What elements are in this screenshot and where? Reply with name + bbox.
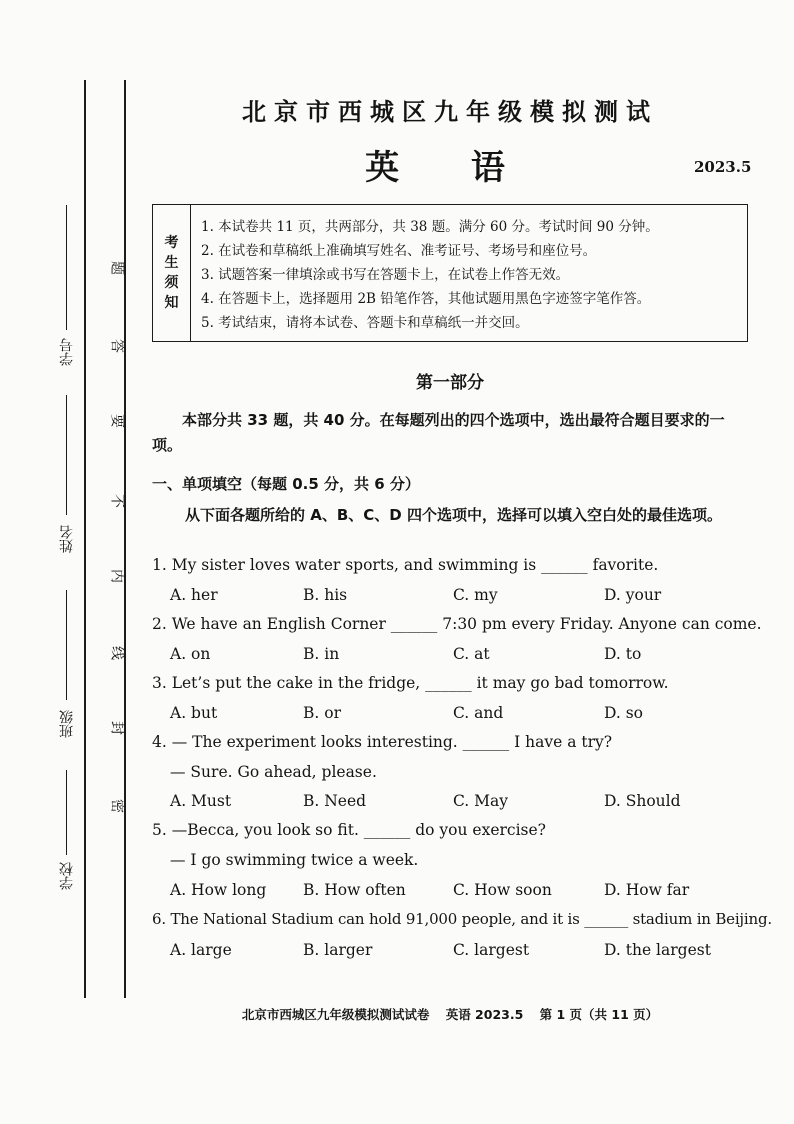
notice-item: 2. 在试卷和草稿纸上准确填写姓名、准考证号、考场号和座位号。: [201, 243, 597, 259]
seal-char-bu: 不: [111, 492, 125, 508]
notice-heading: [153, 205, 191, 341]
question-6-option-c: C. largest: [453, 941, 530, 959]
question-4-option-c: C. May: [453, 792, 509, 810]
seal-char-ti: 题: [111, 259, 125, 275]
seal-char-nei: 内: [111, 567, 125, 583]
question-3-option-c: C. and: [453, 704, 504, 722]
question-4-stem: 4. — The experiment looks interesting. ______ I have a try?: [152, 733, 613, 751]
section-instruction: 从下面各题所给的 A、B、C、D 四个选项中，选择可以填入空白处的最佳选项。: [185, 506, 722, 524]
question-6-option-d: D. the largest: [604, 941, 711, 959]
question-6-option-b: B. larger: [303, 941, 373, 959]
question-6-option-a: A. large: [170, 941, 232, 959]
part-intro: 本部分共 33 题，共 40 分。在每题列出的四个选项中，选出最符合题目要求的一项。: [152, 411, 725, 454]
class-label: 班级: [59, 710, 75, 738]
seal-char-xian: 线: [111, 644, 125, 660]
notice-heading-char: 考: [164, 235, 179, 251]
question-5-reply: — I go swimming twice a week.: [170, 851, 419, 869]
notice-item: 3. 试题答案一律填涂或书写在答题卡上，在试卷上作答无效。: [201, 267, 570, 283]
binding-outer-line: [84, 80, 86, 998]
question-5-option-b: B. How often: [303, 881, 406, 899]
subject-title: 英 语: [365, 148, 535, 188]
notice-heading-char: 生: [164, 255, 179, 271]
question-4-reply: — Sure. Go ahead, please.: [170, 763, 377, 781]
footer-page-number: 第 1 页（共 11 页）: [539, 1007, 659, 1022]
name-underline: [66, 395, 67, 515]
question-3-option-b: B. or: [303, 704, 341, 722]
question-2-option-d: D. to: [604, 645, 642, 663]
notice-heading-char: 须: [164, 275, 179, 291]
question-4-option-d: D. Should: [604, 792, 681, 810]
question-1-option-d: D. your: [604, 586, 662, 604]
question-5-stem: 5. —Becca, you look so fit. ______ do you exercise?: [152, 821, 546, 839]
question-2-option-c: C. at: [453, 645, 490, 663]
part-title: 第一部分: [416, 373, 484, 393]
question-1-stem: 1. My sister loves water sports, and swimming is ______ favorite.: [152, 556, 659, 574]
footer-exam-name: 北京市西城区九年级模拟测试试卷: [241, 1007, 430, 1022]
question-5-option-a: A. How long: [170, 881, 267, 899]
page-footer: [150, 1005, 750, 1023]
section-title: 一、单项填空（每题 0.5 分，共 6 分）: [152, 475, 420, 493]
question-2-stem: 2. We have an English Corner ______ 7:30 pm every Friday. Anyone can come.: [152, 615, 762, 633]
question-4-option-b: B. Need: [303, 792, 367, 810]
question-2-option-b: B. in: [303, 645, 340, 663]
question-6-stem: 6. The National Stadium can hold 91,000 people, and it is ______ stadium in Beijing.: [152, 910, 772, 928]
notice-item: 5. 考试结束，请将本试卷、答题卡和草稿纸一并交回。: [201, 315, 529, 331]
question-3-stem: 3. Let’s put the cake in the fridge, ______ it may go bad tomorrow.: [152, 674, 669, 692]
exam-title: 北京市西城区九年级模拟测试: [242, 97, 658, 126]
candidate-notice-box: [152, 204, 748, 342]
name-label: 姓名: [59, 525, 75, 553]
notice-list: [201, 215, 659, 335]
seal-char-mi: 密: [111, 797, 125, 813]
binding-inner-line: [124, 80, 126, 998]
question-5-option-d: D. How far: [604, 881, 690, 899]
seal-char-da: 答: [111, 337, 125, 353]
question-1-option-b: B. his: [303, 586, 348, 604]
notice-heading-char: 知: [164, 295, 179, 311]
footer-subject-date: 英语 2023.5: [445, 1007, 524, 1022]
question-3-option-a: A. but: [170, 704, 218, 722]
question-1-option-c: C. my: [453, 586, 498, 604]
question-2-option-a: A. on: [170, 645, 211, 663]
question-1-option-a: A. her: [170, 586, 218, 604]
notice-item: 1. 本试卷共 11 页，共两部分，共 38 题。满分 60 分。考试时间 90 分钟。: [201, 219, 659, 235]
exam-date: 2023.5: [694, 158, 752, 176]
question-4-option-a: A. Must: [170, 792, 232, 810]
question-3-option-d: D. so: [604, 704, 644, 722]
notice-item: 4. 在答题卡上，选择题用 2B 铅笔作答，其他试题用黑色字迹签字笔作答。: [201, 291, 651, 307]
question-5-option-c: C. How soon: [453, 881, 552, 899]
seal-char-yao: 要: [111, 412, 125, 428]
class-underline: [66, 590, 67, 700]
student-id-label: 学号: [59, 338, 75, 366]
school-underline: [66, 770, 67, 855]
student-id-underline: [66, 205, 67, 330]
school-label: 学校: [59, 862, 75, 890]
seal-char-feng: 封: [111, 719, 125, 735]
